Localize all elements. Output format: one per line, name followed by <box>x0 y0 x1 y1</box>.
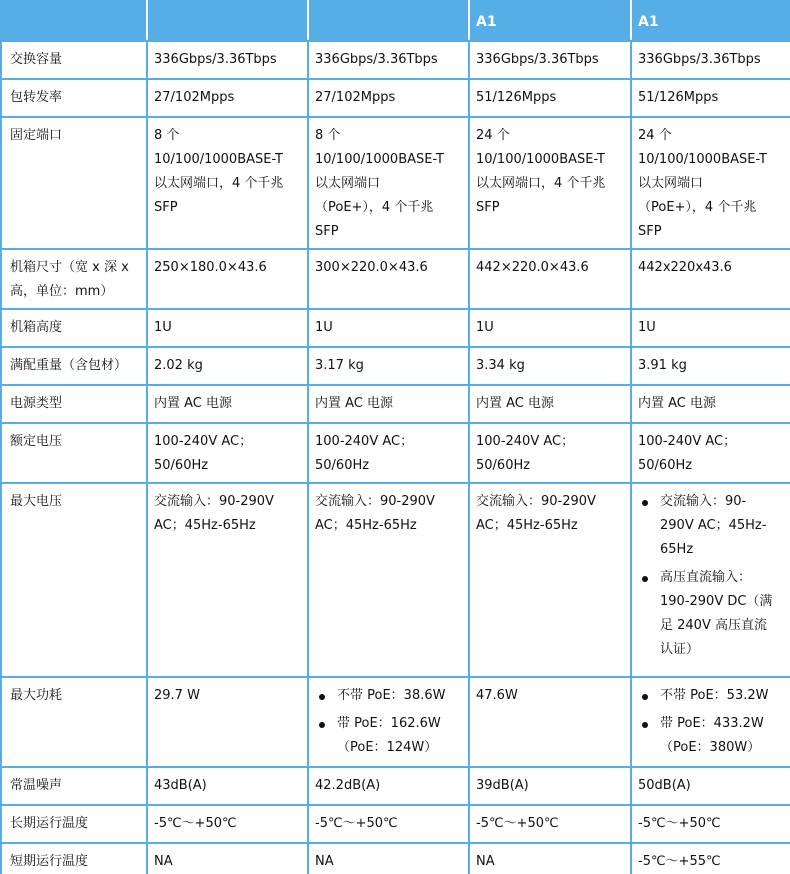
bullet-line: 290V AC；45Hz- <box>660 518 767 533</box>
cell-line: 以太网端口，4 个千兆 <box>476 176 606 191</box>
bullet-item <box>638 566 784 662</box>
cell-line: 27/102Mpps <box>154 90 235 105</box>
cell-line: NA <box>154 854 173 869</box>
table-cell <box>469 249 631 309</box>
cell-line: AC；45Hz-65Hz <box>315 518 417 533</box>
cell-line: AC；45Hz-65Hz <box>476 518 578 533</box>
cell-line: NA <box>476 854 495 869</box>
table-cell <box>308 41 469 79</box>
table-cell <box>631 385 790 423</box>
cell-line: SFP <box>315 224 339 239</box>
row-label-line: 最大电压 <box>10 494 63 509</box>
header-row <box>1 0 790 41</box>
bullet-line: （PoE：124W） <box>337 740 438 755</box>
cell-line: 442x220x43.6 <box>638 260 732 275</box>
spec-body <box>1 41 790 874</box>
row-label <box>1 79 147 117</box>
table-cell <box>147 309 308 347</box>
cell-line: 10/100/1000BASE-T <box>315 152 444 167</box>
bullet-line: 带 PoE：162.6W <box>337 716 441 731</box>
table-cell <box>631 843 790 874</box>
cell-line: 1U <box>476 320 494 335</box>
cell-line: AC；45Hz-65Hz <box>154 518 256 533</box>
cell-line: 以太网端口 <box>638 176 704 191</box>
cell-line: 3.17 kg <box>315 358 364 373</box>
cell-line: 43dB(A) <box>154 778 207 793</box>
cell-line: 250×180.0×43.6 <box>154 260 267 275</box>
bullet-dot-icon <box>642 722 648 728</box>
table-cell <box>631 805 790 843</box>
table-row <box>1 79 790 117</box>
table-cell <box>631 117 790 249</box>
table-cell <box>469 805 631 843</box>
table-cell <box>147 117 308 249</box>
bullet-dot-icon <box>319 722 325 728</box>
cell-line: 1U <box>154 320 172 335</box>
cell-line: （PoE+），4 个千兆 <box>638 200 757 215</box>
header-cell: A1 <box>469 0 631 41</box>
bullet-list <box>638 684 784 760</box>
table-cell <box>147 347 308 385</box>
table-cell <box>631 423 790 483</box>
cell-line: 100-240V AC； <box>476 434 575 449</box>
table-cell <box>147 41 308 79</box>
table-cell <box>308 843 469 874</box>
bullet-dot-icon <box>642 576 648 582</box>
table-cell <box>631 249 790 309</box>
table-row <box>1 41 790 79</box>
row-label-line: 包转发率 <box>10 90 63 105</box>
bullet-line: 足 240V 高压直流 <box>660 618 767 633</box>
cell-line: 100-240V AC； <box>154 434 253 449</box>
cell-line: 8 个 <box>154 128 180 143</box>
bullet-dot-icon <box>642 500 648 506</box>
cell-line: 100-240V AC； <box>315 434 414 449</box>
table-cell <box>308 767 469 805</box>
row-label <box>1 385 147 423</box>
cell-line: 42.2dB(A) <box>315 778 381 793</box>
cell-line: 以太网端口，4 个千兆 <box>154 176 284 191</box>
row-label <box>1 483 147 677</box>
table-cell <box>308 117 469 249</box>
row-label <box>1 423 147 483</box>
header-cell <box>308 0 469 41</box>
cell-line: SFP <box>154 200 178 215</box>
table-cell <box>308 805 469 843</box>
cell-line: 内置 AC 电源 <box>315 396 394 411</box>
table-cell <box>147 79 308 117</box>
row-label-line: 高，单位：mm） <box>10 284 114 299</box>
cell-line: 50/60Hz <box>638 458 693 473</box>
row-label <box>1 677 147 767</box>
bullet-list <box>315 684 462 760</box>
table-cell <box>308 79 469 117</box>
table-cell <box>631 79 790 117</box>
row-label-line: 最大功耗 <box>10 688 63 703</box>
row-label-line: 机箱高度 <box>10 320 63 335</box>
cell-line: 50dB(A) <box>638 778 691 793</box>
cell-line: 8 个 <box>315 128 341 143</box>
table-cell <box>147 767 308 805</box>
cell-line: 47.6W <box>476 688 518 703</box>
table-cell <box>469 41 631 79</box>
cell-line: 10/100/1000BASE-T <box>154 152 283 167</box>
cell-line: 51/126Mpps <box>638 90 719 105</box>
row-label-line: 交换容量 <box>10 52 63 67</box>
bullet-item <box>638 684 784 708</box>
cell-line: 100-240V AC； <box>638 434 737 449</box>
table-cell <box>308 677 469 767</box>
cell-line: -5℃～+50℃ <box>154 816 237 831</box>
table-cell <box>631 767 790 805</box>
bullet-list <box>638 490 784 662</box>
cell-line: 2.02 kg <box>154 358 203 373</box>
cell-line: 10/100/1000BASE-T <box>476 152 605 167</box>
table-cell <box>147 805 308 843</box>
row-label-line: 机箱尺寸（宽 x 深 x <box>10 260 129 275</box>
cell-line: 3.34 kg <box>476 358 525 373</box>
table-row <box>1 309 790 347</box>
bullet-line: 带 PoE：433.2W <box>660 716 764 731</box>
row-label-line: 长期运行温度 <box>10 816 89 831</box>
cell-line: 1U <box>638 320 656 335</box>
cell-line: 336Gbps/3.36Tbps <box>315 52 438 67</box>
bullet-line: 高压直流输入： <box>660 570 752 585</box>
table-cell <box>469 483 631 677</box>
table-cell <box>469 117 631 249</box>
table-cell <box>631 41 790 79</box>
table-cell <box>308 483 469 677</box>
bullet-line: 交流输入：90- <box>660 494 747 509</box>
bullet-item <box>638 490 784 562</box>
table-cell <box>147 483 308 677</box>
row-label <box>1 767 147 805</box>
table-cell <box>469 309 631 347</box>
cell-line: 29.7 W <box>154 688 200 703</box>
cell-line: 以太网端口 <box>315 176 381 191</box>
cell-line: -5℃～+55℃ <box>638 854 721 869</box>
cell-line: 442×220.0×43.6 <box>476 260 589 275</box>
table-cell <box>631 483 790 677</box>
row-label <box>1 249 147 309</box>
cell-line: -5℃～+50℃ <box>476 816 559 831</box>
cell-line: SFP <box>476 200 500 215</box>
header-cell <box>1 0 147 41</box>
cell-line: 交流输入：90-290V <box>315 494 435 509</box>
cell-line: NA <box>315 854 334 869</box>
cell-line: 336Gbps/3.36Tbps <box>476 52 599 67</box>
cell-line: SFP <box>638 224 662 239</box>
table-cell <box>469 385 631 423</box>
row-label-line: 常温噪声 <box>10 778 63 793</box>
table-cell <box>308 385 469 423</box>
bullet-line: 不带 PoE：38.6W <box>337 688 446 703</box>
row-label-line: 短期运行温度 <box>10 854 89 869</box>
table-cell <box>147 843 308 874</box>
cell-line: （PoE+），4 个千兆 <box>315 200 434 215</box>
row-label-line: 电源类型 <box>10 396 63 411</box>
bullet-dot-icon <box>319 694 325 700</box>
bullet-line: 认证） <box>660 642 700 657</box>
header-cell: A1 <box>631 0 790 41</box>
bullet-line: 不带 PoE：53.2W <box>660 688 769 703</box>
table-row <box>1 805 790 843</box>
table-cell <box>147 385 308 423</box>
cell-line: 336Gbps/3.36Tbps <box>154 52 277 67</box>
bullet-dot-icon <box>642 694 648 700</box>
cell-line: 24 个 <box>638 128 672 143</box>
table-cell <box>147 249 308 309</box>
table-cell <box>147 423 308 483</box>
row-label <box>1 309 147 347</box>
row-label <box>1 41 147 79</box>
cell-line: 10/100/1000BASE-T <box>638 152 767 167</box>
bullet-line: （PoE：380W） <box>660 740 761 755</box>
cell-line: 交流输入：90-290V <box>476 494 596 509</box>
cell-line: 50/60Hz <box>154 458 209 473</box>
cell-line: -5℃～+50℃ <box>315 816 398 831</box>
bullet-item <box>315 712 462 760</box>
table-cell <box>469 843 631 874</box>
cell-line: 336Gbps/3.36Tbps <box>638 52 761 67</box>
bullet-line: 65Hz <box>660 542 694 557</box>
bullet-item <box>638 712 784 760</box>
cell-line: 24 个 <box>476 128 510 143</box>
cell-line: 内置 AC 电源 <box>476 396 555 411</box>
cell-line: 内置 AC 电源 <box>638 396 717 411</box>
header-cell <box>147 0 308 41</box>
cell-line: 50/60Hz <box>476 458 531 473</box>
table-cell <box>631 347 790 385</box>
table-row <box>1 767 790 805</box>
table-row <box>1 483 790 677</box>
table-cell <box>631 677 790 767</box>
table-row <box>1 843 790 874</box>
table-row <box>1 117 790 249</box>
table-cell <box>308 249 469 309</box>
table-cell <box>469 347 631 385</box>
table-cell <box>469 423 631 483</box>
row-label-line: 满配重量（含包材） <box>10 358 128 373</box>
row-label <box>1 347 147 385</box>
table-cell <box>308 347 469 385</box>
cell-line: 300×220.0×43.6 <box>315 260 428 275</box>
table-cell <box>308 309 469 347</box>
table-row <box>1 347 790 385</box>
bullet-line: 190-290V DC（满 <box>660 594 773 609</box>
row-label-line: 额定电压 <box>10 434 63 449</box>
bullet-item <box>315 684 462 708</box>
cell-line: 交流输入：90-290V <box>154 494 274 509</box>
row-label <box>1 117 147 249</box>
row-label <box>1 805 147 843</box>
cell-line: 1U <box>315 320 333 335</box>
table-row <box>1 423 790 483</box>
cell-line: 3.91 kg <box>638 358 687 373</box>
table-cell <box>147 677 308 767</box>
row-label <box>1 843 147 874</box>
table-row <box>1 677 790 767</box>
cell-line: -5℃～+50℃ <box>638 816 721 831</box>
table-cell <box>469 677 631 767</box>
cell-line: 27/102Mpps <box>315 90 396 105</box>
table-cell <box>308 423 469 483</box>
row-label-line: 固定端口 <box>10 128 63 143</box>
table-cell <box>469 79 631 117</box>
cell-line: 51/126Mpps <box>476 90 557 105</box>
table-row <box>1 249 790 309</box>
cell-line: 39dB(A) <box>476 778 529 793</box>
table-cell <box>469 767 631 805</box>
table-cell <box>631 309 790 347</box>
cell-line: 内置 AC 电源 <box>154 396 233 411</box>
cell-line: 50/60Hz <box>315 458 370 473</box>
table-row <box>1 385 790 423</box>
